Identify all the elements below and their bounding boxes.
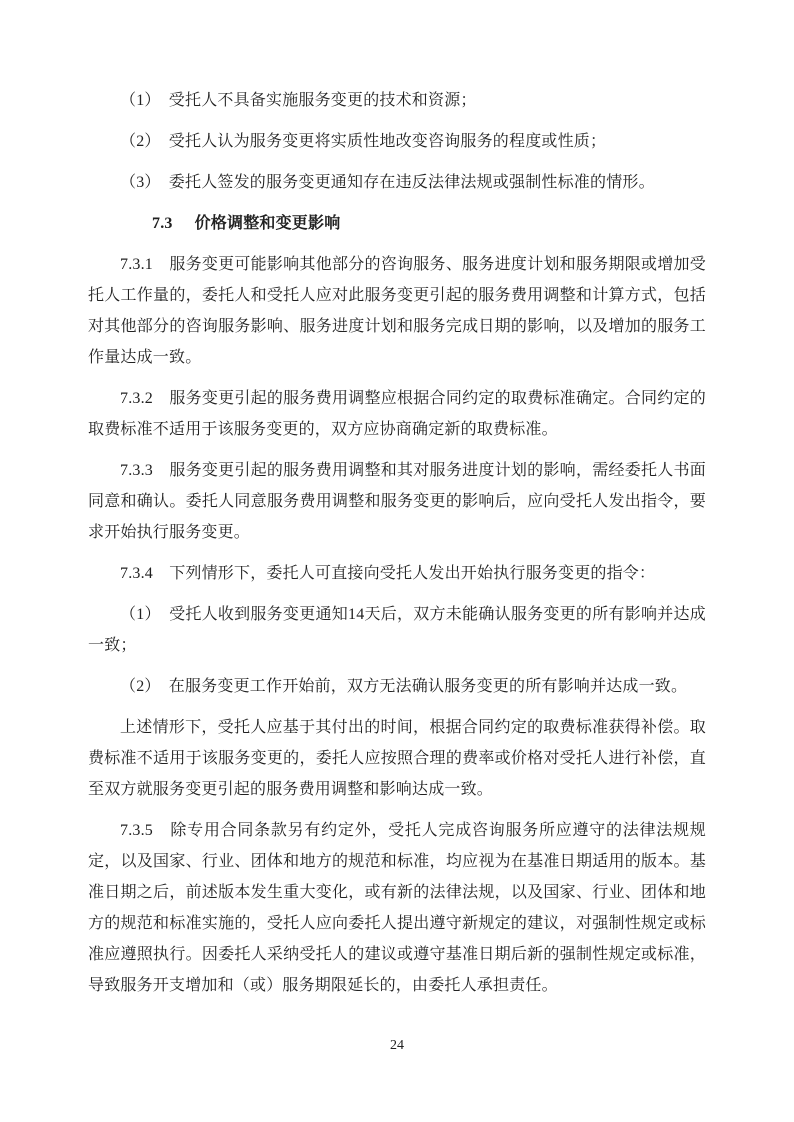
paragraph: 7.3.4 下列情形下，委托人可直接向受托人发出开始执行服务变更的指令： [120, 565, 656, 582]
paragraph: 上述情形下，受托人应基于其付出的时间，根据合同约定的取费标准获得补偿。取费标准不适用于该服务变更的，委托人应按照合理的费率或价格对受托人进行补偿，直至双方就服务变更引起的服务费用调整和影响达成一致。 [88, 719, 706, 798]
list-item: （3） 委托人签发的服务变更通知存在违反法律法规或强制性标准的情形。 [120, 174, 655, 191]
page-body [88, 85, 706, 1011]
paragraph: 7.3.5 除专用合同条款另有约定外，受托人完成咨询服务所应遵守的法律法规规定，以及国家、行业、团体和地方的规范和标准，均应视为在基准日期适用的版本。基准日期之后，前述版本发生重大变化，或有新的法律法规，以及国家、行业、团体和地方的规范和标准实施的，受托人应向委托人提出遵守新规定的建议，对强制性规定或标准应遵照执行。因委托人采纳受托人的建议或遵守基准日期后新的强制性规定或标准，导致服务开支增加和（或）服务期限延长的，由委托人承担责任。 [88, 822, 706, 994]
list-item: （2） 在服务变更工作开始前，双方无法确认服务变更的所有影响并达成一致。 [120, 678, 688, 695]
list-item: （1） 受托人收到服务变更通知14天后，双方未能确认服务变更的所有影响并达成一致； [88, 606, 706, 654]
section-heading [88, 208, 706, 239]
paragraph: 7.3.3 服务变更引起的服务费用调整和其对服务进度计划的影响，需经委托人书面同意和确认。委托人同意服务费用调整和服务变更的影响后，应向受托人发出指令，要求开始执行服务变更。 [88, 462, 706, 541]
list-item: （2） 受托人认为服务变更将实质性地改变咨询服务的程度或性质； [120, 133, 607, 150]
paragraph: 7.3.1 服务变更可能影响其他部分的咨询服务、服务进度计划和服务期限或增加受托人工作量的，委托人和受托人应对此服务变更引起的服务费用调整和计算方式，包括对其他部分的咨询服务影响、服务进度计划和服务完成日期的影响，以及增加的服务工作量达成一致。 [88, 256, 706, 366]
page-number: 24 [390, 1038, 404, 1053]
section-heading-title: 价格调整和变更影响 [194, 215, 341, 232]
section-heading-number: 7.3 [152, 215, 173, 232]
paragraph: 7.3.2 服务变更引起的服务费用调整应根据合同约定的取费标准确定。合同约定的取费标准不适用于该服务变更的，双方应协商确定新的取费标准。 [88, 390, 706, 438]
list-item: （1） 受托人不具备实施服务变更的技术和资源； [120, 92, 477, 109]
